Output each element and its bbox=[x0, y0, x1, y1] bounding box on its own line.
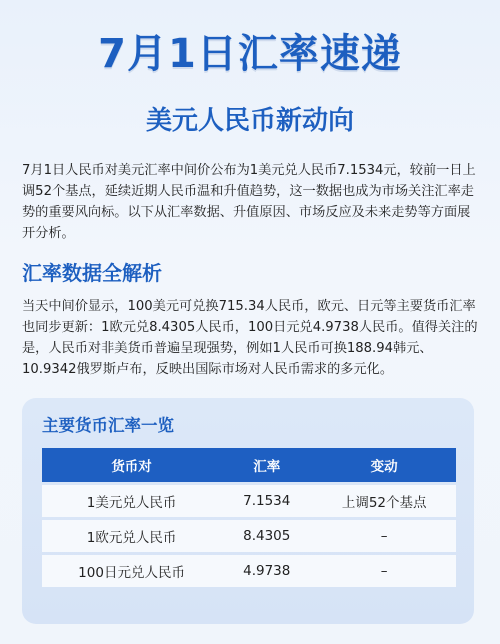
page-title: 7月1日汇率速递 bbox=[98, 31, 402, 77]
section-title-data-analysis: 汇率数据全解析 bbox=[22, 261, 162, 285]
cell-change: – bbox=[312, 520, 456, 552]
table-row bbox=[42, 520, 456, 552]
table-row bbox=[42, 555, 456, 587]
cell-change: 上调52个基点 bbox=[312, 485, 456, 517]
table-row bbox=[42, 485, 456, 517]
column-header-rate: 汇率 bbox=[221, 448, 312, 482]
cell-rate: 8.4305 bbox=[221, 520, 312, 552]
column-header-change: 变动 bbox=[312, 448, 456, 482]
rate-table bbox=[42, 445, 456, 590]
cell-pair: 1美元兑人民币 bbox=[42, 485, 221, 517]
cell-rate: 4.9738 bbox=[221, 555, 312, 587]
section-body-data-analysis: 当天中间价显示，100美元可兑换715.34人民币，欧元、日元等主要货币汇率也同步更新：1欧元兑8.4305人民币，100日元兑4.9738人民币。值得关注的是，人民币对非美货币普遍呈现强势，例如1人民币可换188.94韩元、10.9342俄罗斯卢布，反映出国际市场对人民币需求的多元化。 bbox=[22, 299, 478, 377]
cell-pair: 100日元兑人民币 bbox=[42, 555, 221, 587]
table-header-row bbox=[42, 448, 456, 482]
cell-pair: 1欧元兑人民币 bbox=[42, 520, 221, 552]
cell-change: – bbox=[312, 555, 456, 587]
page-subtitle: 美元人民币新动向 bbox=[145, 106, 354, 136]
intro-paragraph: 7月1日人民币对美元汇率中间价公布为1美元兑人民币7.1534元，较前一日上调52个基点，延续近期人民币温和升值趋势，这一数据也成为市场关注汇率走势的重要风向标。以下从汇率数据、升值原因、市场反应及未来走势等方面展开分析。 bbox=[22, 163, 476, 241]
cell-rate: 7.1534 bbox=[221, 485, 312, 517]
column-header-pair: 货币对 bbox=[42, 448, 221, 482]
rate-card bbox=[22, 398, 474, 624]
rate-card-title: 主要货币汇率一览 bbox=[42, 416, 174, 435]
